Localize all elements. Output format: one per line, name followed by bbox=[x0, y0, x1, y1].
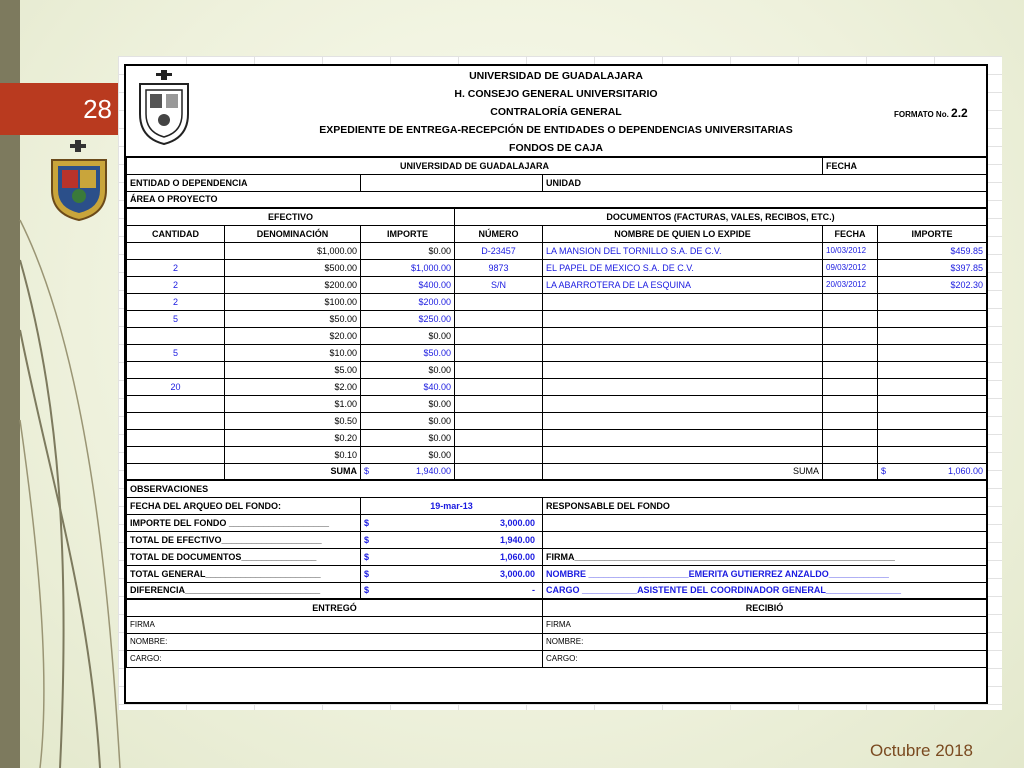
formato-number bbox=[894, 106, 968, 120]
cantidad-cell bbox=[127, 412, 225, 429]
currency-symbol: $ bbox=[364, 551, 370, 562]
summary-amount: 1,940.00 bbox=[499, 534, 535, 545]
currency-symbol: $ bbox=[364, 534, 370, 545]
denominacion-cell: $20.00 bbox=[225, 327, 361, 344]
doc-importe-cell bbox=[878, 361, 987, 378]
doc-fecha-cell bbox=[823, 378, 878, 395]
suma-label: SUMA bbox=[225, 463, 361, 480]
cargo-value: ASISTENTE DEL COORDINADOR GENERAL bbox=[637, 585, 826, 596]
summary-row bbox=[127, 565, 987, 582]
header-contraloria: CONTRALORÍA GENERAL bbox=[490, 106, 622, 118]
currency-symbol: $ bbox=[364, 568, 370, 579]
doc-nombre-cell: LA ABARROTERA DE LA ESQUINA bbox=[543, 276, 823, 293]
header-council: H. CONSEJO GENERAL UNIVERSITARIO bbox=[454, 88, 658, 100]
doc-numero-cell bbox=[455, 412, 543, 429]
doc-fecha-cell bbox=[823, 446, 878, 463]
cantidad-cell: 2 bbox=[127, 259, 225, 276]
denominacion-cell: $0.20 bbox=[225, 429, 361, 446]
summary-right: NOMBRE ____________________EMERITA GUTIERREZ ANZALDO____________ bbox=[543, 565, 987, 582]
summary-value bbox=[361, 531, 543, 548]
signature-firma-left: FIRMA bbox=[127, 616, 543, 633]
doc-nombre-cell bbox=[543, 344, 823, 361]
signature-header-row bbox=[127, 599, 987, 616]
form-table bbox=[126, 156, 987, 668]
doc-numero-cell: D-23457 bbox=[455, 242, 543, 259]
doc-nombre-cell bbox=[543, 429, 823, 446]
doc-numero-cell bbox=[455, 361, 543, 378]
doc-numero-cell bbox=[455, 395, 543, 412]
suma-blank bbox=[127, 463, 225, 480]
importe-cell: $200.00 bbox=[361, 293, 455, 310]
signature-cargo-left: CARGO: bbox=[127, 650, 543, 667]
summary-label: TOTAL DE DOCUMENTOS_______________ bbox=[127, 548, 361, 565]
header-denominacion: DENOMINACIÓN bbox=[225, 225, 361, 242]
summary-amount: 3,000.00 bbox=[499, 568, 535, 579]
header-expediente: EXPEDIENTE DE ENTREGA-RECEPCIÓN DE ENTIDADES O DEPENDENCIAS UNIVERSITARIAS bbox=[319, 124, 793, 136]
denominacion-cell: $5.00 bbox=[225, 361, 361, 378]
doc-nombre-cell bbox=[543, 446, 823, 463]
importe-cell: $0.00 bbox=[361, 429, 455, 446]
doc-importe-cell bbox=[878, 310, 987, 327]
header-fecha: FECHA bbox=[823, 225, 878, 242]
importe-cell: $400.00 bbox=[361, 276, 455, 293]
doc-suma-label: SUMA bbox=[543, 463, 823, 480]
table-row bbox=[127, 293, 987, 310]
cantidad-cell bbox=[127, 395, 225, 412]
summary-amount: 3,000.00 bbox=[499, 517, 535, 528]
denominacion-cell: $0.50 bbox=[225, 412, 361, 429]
denominacion-cell: $10.00 bbox=[225, 344, 361, 361]
cantidad-cell: 20 bbox=[127, 378, 225, 395]
denominacion-cell: $1.00 bbox=[225, 395, 361, 412]
importe-cell: $1,000.00 bbox=[361, 259, 455, 276]
table-row bbox=[127, 276, 987, 293]
table-row bbox=[127, 344, 987, 361]
university-crest-icon bbox=[48, 140, 110, 222]
importe-cell: $0.00 bbox=[361, 446, 455, 463]
efectivo-suma bbox=[361, 463, 455, 480]
summary-right bbox=[543, 531, 987, 548]
denominacion-cell: $2.00 bbox=[225, 378, 361, 395]
signature-row bbox=[127, 633, 987, 650]
denominacion-cell: $0.10 bbox=[225, 446, 361, 463]
entidad-value bbox=[361, 174, 543, 191]
doc-numero-cell: 9873 bbox=[455, 259, 543, 276]
summary-amount: - bbox=[532, 585, 535, 596]
doc-nombre-cell bbox=[543, 378, 823, 395]
doc-nombre-cell: LA MANSION DEL TORNILLO S.A. DE C.V. bbox=[543, 242, 823, 259]
cantidad-cell bbox=[127, 361, 225, 378]
doc-nombre-cell: EL PAPEL DE MEXICO S.A. DE C.V. bbox=[543, 259, 823, 276]
table-row bbox=[127, 378, 987, 395]
doc-fecha-cell bbox=[823, 344, 878, 361]
table-row bbox=[127, 361, 987, 378]
table-row bbox=[127, 242, 987, 259]
table-row bbox=[127, 429, 987, 446]
doc-fecha-cell: 20/03/2012 bbox=[823, 276, 878, 293]
doc-nombre-cell bbox=[543, 361, 823, 378]
nombre-label: NOMBRE bbox=[546, 568, 586, 579]
denominacion-cell: $100.00 bbox=[225, 293, 361, 310]
signature-cargo-right: CARGO: bbox=[543, 650, 987, 667]
cantidad-cell bbox=[127, 446, 225, 463]
header-nombre: NOMBRE DE QUIEN LO EXPIDE bbox=[543, 225, 823, 242]
summary-value bbox=[361, 548, 543, 565]
doc-numero-cell bbox=[455, 310, 543, 327]
recibio-label: RECIBIÓ bbox=[543, 599, 987, 616]
summary-value bbox=[361, 514, 543, 531]
doc-fecha-cell: 09/03/2012 bbox=[823, 259, 878, 276]
doc-fecha-cell bbox=[823, 310, 878, 327]
doc-importe-cell bbox=[878, 412, 987, 429]
doc-numero-cell bbox=[455, 344, 543, 361]
doc-importe-cell: $397.85 bbox=[878, 259, 987, 276]
area-label: ÁREA O PROYECTO bbox=[127, 191, 987, 208]
fecha-label: FECHA bbox=[823, 157, 987, 174]
summary-row bbox=[127, 531, 987, 548]
doc-nombre-cell bbox=[543, 293, 823, 310]
header-importe: IMPORTE bbox=[361, 225, 455, 242]
suma-blank bbox=[455, 463, 543, 480]
suma-row bbox=[127, 463, 987, 480]
summary-amount: 1,060.00 bbox=[499, 551, 535, 562]
suma-blank bbox=[823, 463, 878, 480]
efectivo-suma-value: 1,940.00 bbox=[415, 466, 451, 477]
summary-right bbox=[543, 514, 987, 531]
denominacion-cell: $1,000.00 bbox=[225, 242, 361, 259]
summary-right: RESPONSABLE DEL FONDO bbox=[543, 497, 987, 514]
documentos-suma-value: 1,060.00 bbox=[947, 466, 983, 477]
cantidad-cell: 2 bbox=[127, 276, 225, 293]
summary-label: TOTAL DE EFECTIVO____________________ bbox=[127, 531, 361, 548]
entrego-label: ENTREGÓ bbox=[127, 599, 543, 616]
signature-firma-right: FIRMA bbox=[543, 616, 987, 633]
header-university: UNIVERSIDAD DE GUADALAJARA bbox=[469, 70, 643, 82]
summary-label: IMPORTE DEL FONDO ____________________ bbox=[127, 514, 361, 531]
cantidad-cell bbox=[127, 327, 225, 344]
doc-numero-cell bbox=[455, 293, 543, 310]
header-fondos: FONDOS DE CAJA bbox=[509, 142, 603, 154]
doc-numero-cell: S/N bbox=[455, 276, 543, 293]
summary-row bbox=[127, 548, 987, 565]
footer-date: Octubre 2018 bbox=[870, 741, 974, 760]
observaciones-row bbox=[127, 480, 987, 497]
header-importe-doc: IMPORTE bbox=[878, 225, 987, 242]
doc-importe-cell bbox=[878, 446, 987, 463]
table-row bbox=[127, 310, 987, 327]
signature-row bbox=[127, 650, 987, 667]
importe-cell: $50.00 bbox=[361, 344, 455, 361]
summary-label: DIFERENCIA___________________________ bbox=[127, 582, 361, 599]
doc-numero-cell bbox=[455, 446, 543, 463]
summary-label: FECHA DEL ARQUEO DEL FONDO: bbox=[127, 497, 361, 514]
summary-label: TOTAL GENERAL_______________________ bbox=[127, 565, 361, 582]
spreadsheet bbox=[118, 56, 1002, 710]
doc-importe-cell: $202.30 bbox=[878, 276, 987, 293]
importe-cell: $0.00 bbox=[361, 361, 455, 378]
table-row bbox=[127, 446, 987, 463]
unidad-label: UNIDAD bbox=[543, 174, 987, 191]
doc-fecha-cell bbox=[823, 361, 878, 378]
formato-label: FORMATO No. bbox=[894, 110, 949, 119]
doc-nombre-cell bbox=[543, 327, 823, 344]
cantidad-cell bbox=[127, 242, 225, 259]
importe-cell: $250.00 bbox=[361, 310, 455, 327]
doc-fecha-cell bbox=[823, 412, 878, 429]
doc-numero-cell bbox=[455, 429, 543, 446]
doc-fecha-cell bbox=[823, 327, 878, 344]
importe-cell: $0.00 bbox=[361, 242, 455, 259]
table-row bbox=[127, 259, 987, 276]
denominacion-cell: $500.00 bbox=[225, 259, 361, 276]
cantidad-cell bbox=[127, 429, 225, 446]
summary-row bbox=[127, 497, 987, 514]
form-header bbox=[126, 66, 986, 156]
doc-fecha-cell bbox=[823, 395, 878, 412]
summary-right: CARGO ___________ASISTENTE DEL COORDINADOR GENERAL_______________ bbox=[543, 582, 987, 599]
importe-cell: $40.00 bbox=[361, 378, 455, 395]
documentos-suma bbox=[878, 463, 987, 480]
denominacion-cell: $50.00 bbox=[225, 310, 361, 327]
table-row bbox=[127, 395, 987, 412]
summary-row bbox=[127, 514, 987, 531]
summary-row bbox=[127, 582, 987, 599]
table-row bbox=[127, 327, 987, 344]
signature-row bbox=[127, 616, 987, 633]
university-name: UNIVERSIDAD DE GUADALAJARA bbox=[127, 157, 823, 174]
cantidad-cell: 5 bbox=[127, 344, 225, 361]
header-cantidad: CANTIDAD bbox=[127, 225, 225, 242]
currency-symbol: $ bbox=[364, 585, 370, 596]
doc-importe-cell bbox=[878, 293, 987, 310]
signature-nombre-right: NOMBRE: bbox=[543, 633, 987, 650]
summary-right: FIRMA________________________________________________________________ bbox=[543, 548, 987, 565]
currency-symbol: $ bbox=[364, 466, 370, 477]
summary-value bbox=[361, 582, 543, 599]
doc-nombre-cell bbox=[543, 310, 823, 327]
doc-numero-cell bbox=[455, 327, 543, 344]
doc-importe-cell bbox=[878, 395, 987, 412]
doc-importe-cell: $459.85 bbox=[878, 242, 987, 259]
doc-numero-cell bbox=[455, 378, 543, 395]
doc-importe-cell bbox=[878, 378, 987, 395]
importe-cell: $0.00 bbox=[361, 412, 455, 429]
doc-nombre-cell bbox=[543, 395, 823, 412]
nombre-value: EMERITA GUTIERREZ ANZALDO bbox=[688, 568, 829, 579]
doc-nombre-cell bbox=[543, 412, 823, 429]
entidad-label: ENTIDAD O DEPENDENCIA bbox=[127, 174, 361, 191]
formato-value: 2.2 bbox=[951, 106, 968, 120]
currency-symbol: $ bbox=[881, 466, 887, 477]
cantidad-cell: 2 bbox=[127, 293, 225, 310]
doc-fecha-cell bbox=[823, 429, 878, 446]
cargo-label: CARGO bbox=[546, 585, 580, 596]
signature-nombre-left: NOMBRE: bbox=[127, 633, 543, 650]
doc-importe-cell bbox=[878, 429, 987, 446]
observaciones-label: OBSERVACIONES bbox=[127, 480, 987, 497]
header-numero: NÚMERO bbox=[455, 225, 543, 242]
summary-value: 19-mar-13 bbox=[361, 497, 543, 514]
cash-fund-form bbox=[124, 64, 988, 704]
doc-importe-cell bbox=[878, 344, 987, 361]
efectivo-title: EFECTIVO bbox=[127, 208, 455, 225]
summary-value bbox=[361, 565, 543, 582]
denominacion-cell: $200.00 bbox=[225, 276, 361, 293]
currency-symbol: $ bbox=[364, 517, 370, 528]
doc-fecha-cell bbox=[823, 293, 878, 310]
importe-cell: $0.00 bbox=[361, 327, 455, 344]
slide-number: 28 bbox=[0, 83, 120, 135]
importe-cell: $0.00 bbox=[361, 395, 455, 412]
doc-fecha-cell: 10/03/2012 bbox=[823, 242, 878, 259]
table-row bbox=[127, 412, 987, 429]
doc-importe-cell bbox=[878, 327, 987, 344]
cantidad-cell: 5 bbox=[127, 310, 225, 327]
documentos-title: DOCUMENTOS (FACTURAS, VALES, RECIBOS, ETC.) bbox=[455, 208, 987, 225]
